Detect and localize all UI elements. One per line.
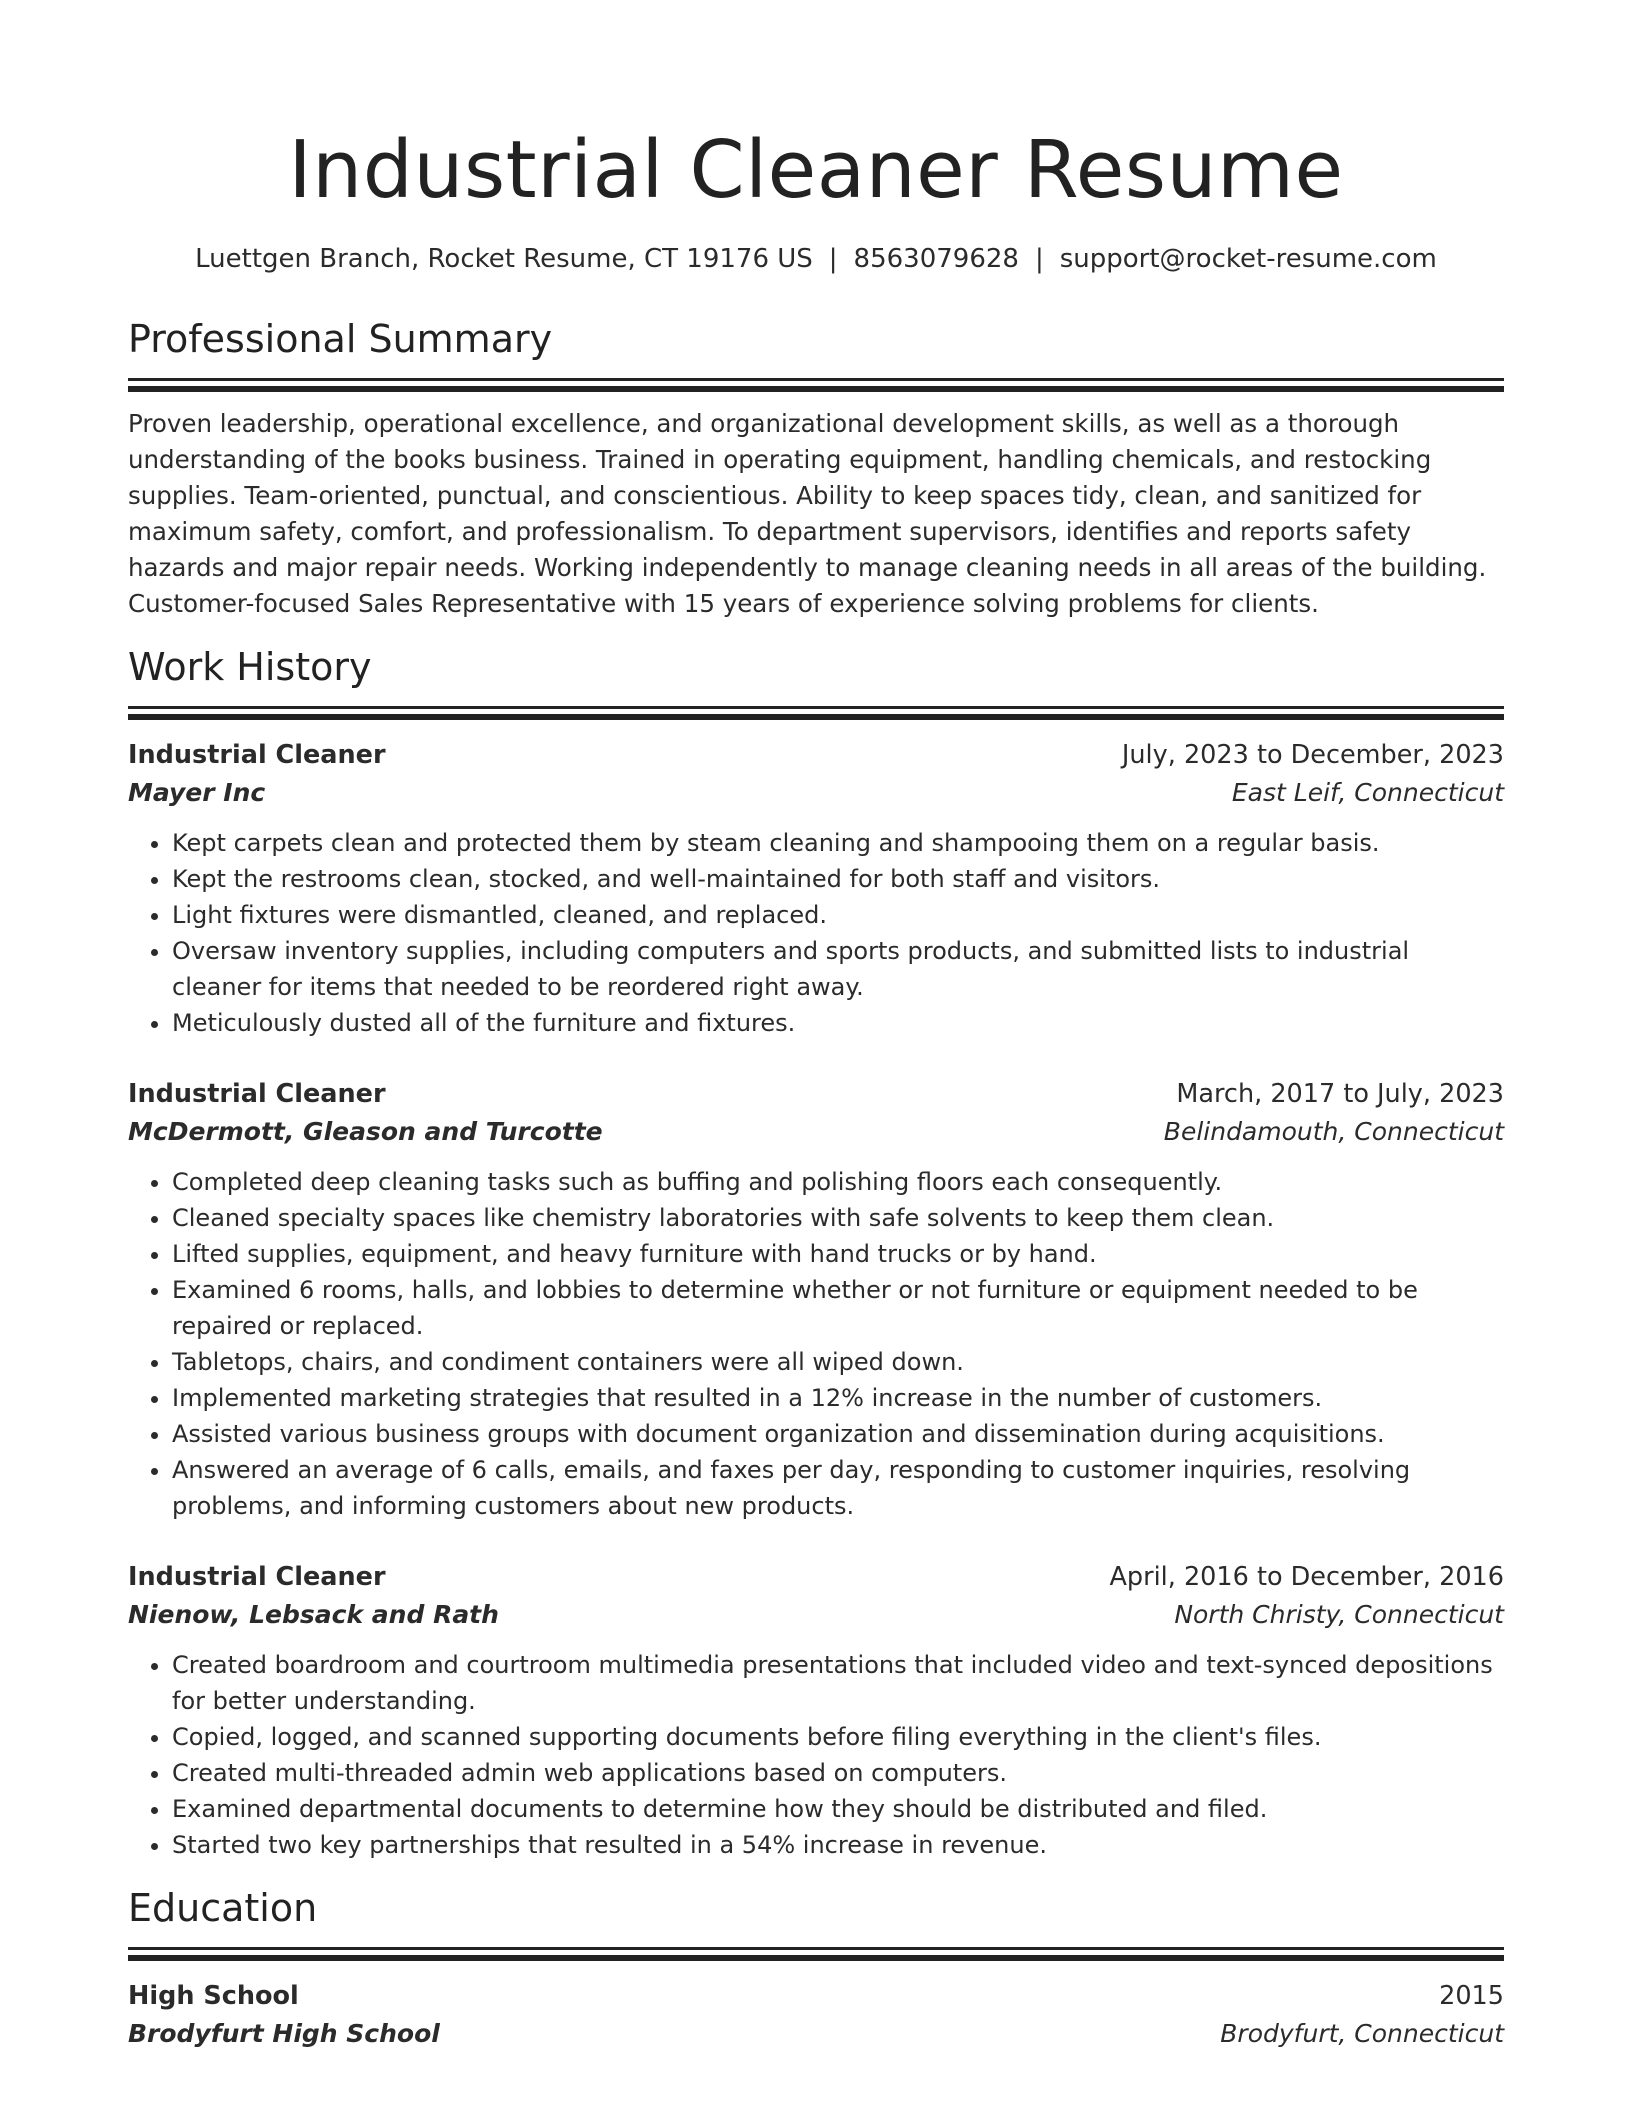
bullet-item: • Created boardroom and courtroom multimedia presentations that included video and text-synced depositions for better understanding. (172, 1647, 1504, 1719)
contact-separator: | (1034, 244, 1044, 274)
job-title: Industrial Cleaner (128, 1079, 386, 1109)
job-bullets (128, 1647, 1504, 1863)
bullet-item: • Started two key partnerships that resulted in a 54% increase in revenue. (172, 1827, 1504, 1863)
bullet-item: • Answered an average of 6 calls, emails, and faxes per day, responding to customer inquiries, resolving problems, and informing customers about new products. (172, 1452, 1504, 1524)
job-entry (128, 1558, 1504, 1863)
summary-heading: Professional Summary (128, 317, 553, 361)
section-divider (128, 386, 1504, 392)
bullet-item: • Examined 6 rooms, halls, and lobbies to determine whether or not furniture or equipment needed to be repaired or replaced. (172, 1272, 1504, 1344)
bullet-item: • Kept the restrooms clean, stocked, and well-maintained for both staff and visitors. (172, 861, 1504, 897)
contact-email: support@rocket-resume.com (1059, 244, 1437, 274)
section-divider (128, 378, 1504, 381)
job-location: North Christy, Connecticut (1174, 1600, 1504, 1629)
company-name: McDermott, Gleason and Turcotte (128, 1117, 603, 1146)
school-name: Brodyfurt High School (128, 2019, 440, 2048)
section-divider (128, 1947, 1504, 1950)
bullet-item: • Created multi-threaded admin web applications based on computers. (172, 1755, 1504, 1791)
bullet-item: • Implemented marketing strategies that resulted in a 12% increase in the number of customers. (172, 1380, 1504, 1416)
bullet-item: • Kept carpets clean and protected them by steam cleaning and shampooing them on a regular basis. (172, 825, 1504, 861)
section-divider (128, 1955, 1504, 1961)
job-bullets (128, 825, 1504, 1041)
bullet-item: • Cleaned specialty spaces like chemistry laboratories with safe solvents to keep them clean. (172, 1200, 1504, 1236)
bullet-item: • Copied, logged, and scanned supporting documents before filing everything in the client's files. (172, 1719, 1504, 1755)
bullet-item: • Lifted supplies, equipment, and heavy furniture with hand trucks or by hand. (172, 1236, 1504, 1272)
work-heading: Work History (128, 645, 372, 689)
company-name: Nienow, Lebsack and Rath (128, 1600, 499, 1629)
job-dates: March, 2017 to July, 2023 (1176, 1079, 1504, 1109)
summary-text: Proven leadership, operational excellence, and organizational development skills, as well as a thorough understanding of the books business. Trained in operating equipment, handling chemicals, and restocking supplies. Team-oriented, punctual, and conscientious. Ability to keep spaces tidy, clean, and sanitized for maximum safety, comfort, and professionalism. To department supervisors, identifies and reports safety hazards and major repair needs. Working independently to manage cleaning needs in all areas of the building. Customer-focused Sales Representative with 15 years of experience solving problems for clients. (128, 409, 1487, 618)
job-dates: April, 2016 to December, 2016 (1109, 1562, 1504, 1592)
bullet-item: • Oversaw inventory supplies, including computers and sports products, and submitted lists to industrial cleaner for items that needed to be reordered right away. (172, 933, 1504, 1005)
contact-line (128, 242, 1504, 276)
job-bullets (128, 1164, 1504, 1524)
education-heading: Education (128, 1886, 318, 1930)
school-location: Brodyfurt, Connecticut (1220, 2019, 1504, 2048)
bullet-item: • Assisted various business groups with document organization and dissemination during acquisitions. (172, 1416, 1504, 1452)
work-section-header (128, 644, 1504, 720)
education-section-header (128, 1885, 1504, 1961)
section-divider (128, 714, 1504, 720)
job-entry (128, 736, 1504, 1041)
company-name: Mayer Inc (128, 778, 266, 807)
education-entry (128, 1977, 1504, 2053)
job-title: Industrial Cleaner (128, 1562, 386, 1592)
bullet-item: • Examined departmental documents to determine how they should be distributed and filed. (172, 1791, 1504, 1827)
job-dates: July, 2023 to December, 2023 (1121, 740, 1504, 770)
degree: High School (128, 1981, 299, 2011)
job-location: Belindamouth, Connecticut (1163, 1117, 1504, 1146)
bullet-item: • Completed deep cleaning tasks such as buffing and polishing floors each consequently. (172, 1164, 1504, 1200)
job-location: East Leif, Connecticut (1231, 778, 1504, 807)
contact-phone: 8563079628 (853, 244, 1019, 274)
graduation-year: 2015 (1439, 1981, 1504, 2011)
job-title: Industrial Cleaner (128, 740, 386, 770)
section-divider (128, 706, 1504, 709)
bullet-item: • Tabletops, chairs, and condiment containers were all wiped down. (172, 1344, 1504, 1380)
contact-address: Luettgen Branch, Rocket Resume, CT 19176 US (195, 244, 813, 274)
bullet-item: • Light fixtures were dismantled, cleaned, and replaced. (172, 897, 1504, 933)
job-entry (128, 1075, 1504, 1524)
resume-title: Industrial Cleaner Resume (288, 124, 1344, 216)
contact-separator: | (828, 244, 838, 274)
bullet-item: • Meticulously dusted all of the furniture and fixtures. (172, 1005, 1504, 1041)
summary-section-header (128, 316, 1504, 392)
